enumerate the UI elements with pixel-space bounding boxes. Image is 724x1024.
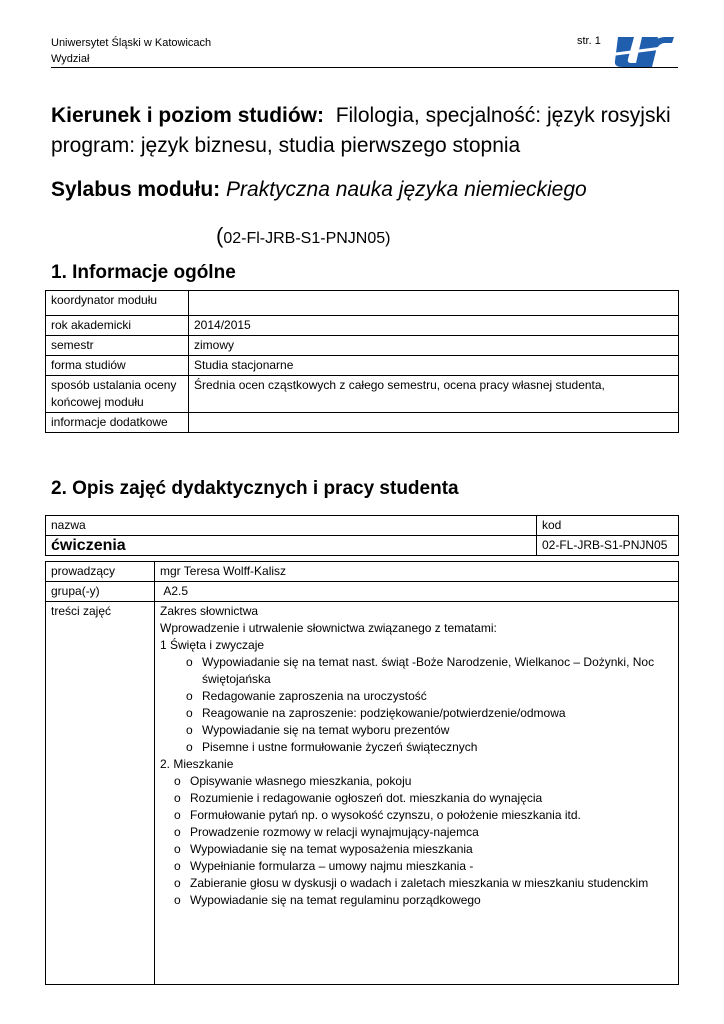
row-label: semestr bbox=[46, 336, 189, 356]
group-value bbox=[155, 582, 679, 602]
bullet-icon: o bbox=[174, 859, 181, 873]
bullet-icon: o bbox=[186, 689, 193, 703]
list-item bbox=[166, 824, 673, 841]
content-intro1: Zakres słownictwa bbox=[160, 604, 259, 618]
list-item-text: Wypowiadanie się na temat wyboru prezentów bbox=[202, 723, 450, 737]
list-item bbox=[166, 790, 673, 807]
row-value bbox=[189, 413, 679, 433]
topic2-list bbox=[160, 773, 673, 909]
program-label: Kierunek i poziom studiów: bbox=[51, 104, 325, 127]
name-value: ćwiczenia bbox=[46, 536, 537, 556]
bullet-icon: o bbox=[174, 825, 181, 839]
list-item bbox=[178, 688, 673, 705]
module-code-value: 02-Fl-JRB-S1-PNJN05) bbox=[223, 230, 391, 247]
content-label: treści zajęć bbox=[46, 602, 155, 985]
table-row bbox=[46, 413, 679, 433]
content-intro2: Wprowadzenie i utrwalenie słownictwa związanego z tematami: bbox=[160, 621, 497, 635]
group-label: grupa(-y) bbox=[46, 582, 155, 602]
code-label: kod bbox=[537, 516, 679, 536]
row-label: informacje dodatkowe bbox=[46, 413, 189, 433]
list-item-text: Wypowiadanie się na temat wyposażenia mieszkania bbox=[190, 842, 473, 856]
program-title bbox=[51, 101, 691, 161]
table-row bbox=[46, 602, 679, 985]
list-item-text: Opisywanie własnego mieszkania, pokoju bbox=[190, 774, 412, 788]
course-name-table bbox=[45, 515, 679, 556]
bullet-icon: o bbox=[186, 723, 193, 737]
list-item bbox=[166, 858, 673, 875]
row-label: sposób ustalania oceny końcowej modułu bbox=[46, 376, 189, 413]
general-info-table bbox=[45, 290, 679, 433]
list-item-text: Wypełnianie formularza – umowy najmu mieszkania - bbox=[190, 859, 474, 873]
table-row bbox=[46, 356, 679, 376]
table-row bbox=[46, 536, 679, 556]
row-label: koordynator modułu bbox=[46, 291, 189, 316]
list-item bbox=[166, 892, 673, 909]
list-item-text: Prowadzenie rozmowy w relacji wynajmujący-najemca bbox=[190, 825, 479, 839]
table-row bbox=[46, 316, 679, 336]
content-value bbox=[155, 602, 679, 985]
section1-heading: 1. Informacje ogólne bbox=[51, 262, 236, 283]
syllabus-label: Sylabus modułu: bbox=[51, 178, 221, 201]
row-value bbox=[189, 291, 679, 316]
row-value: Studia stacjonarne bbox=[189, 356, 679, 376]
row-value: 2014/2015 bbox=[189, 316, 679, 336]
row-label: rok akademicki bbox=[46, 316, 189, 336]
list-item bbox=[166, 875, 673, 892]
module-code bbox=[216, 222, 390, 253]
table-row bbox=[46, 291, 679, 316]
list-item-text: Zabieranie głosu w dyskusji o wadach i zaletach mieszkania w mieszkaniu studenckim bbox=[190, 876, 649, 890]
row-value: Średnia ocen cząstkowych z całego semestru, ocena pracy własnej studenta, bbox=[189, 376, 679, 413]
table-row bbox=[46, 376, 679, 413]
list-item bbox=[166, 773, 673, 790]
list-item bbox=[178, 705, 673, 722]
group-value-text: A2.5 bbox=[163, 584, 189, 598]
course-details-table bbox=[45, 561, 679, 985]
bullet-icon: o bbox=[186, 740, 193, 754]
list-item-text: Wypowiadanie się na temat regulaminu porządkowego bbox=[190, 893, 481, 907]
list-item-text: Wypowiadanie się na temat nast. świąt -Boże Narodzenie, Wielkanoc – Dożynki, Noc świętojańska bbox=[202, 655, 655, 686]
header-rule bbox=[51, 67, 678, 68]
program-value: Filologia, specjalność: język rosyjski program: język biznesu, studia pierwszego stopnia bbox=[51, 104, 671, 157]
list-item bbox=[166, 807, 673, 824]
header-left bbox=[51, 35, 211, 67]
list-item bbox=[178, 722, 673, 739]
bullet-icon: o bbox=[174, 808, 181, 822]
bullet-icon: o bbox=[174, 842, 181, 856]
section2-heading: 2. Opis zajęć dydaktycznych i pracy studenta bbox=[51, 478, 459, 499]
list-item bbox=[178, 654, 673, 688]
university-name: Uniwersytet Śląski w Katowicach bbox=[51, 37, 212, 49]
bullet-icon: o bbox=[186, 655, 193, 669]
module-code-paren: ( bbox=[216, 223, 224, 248]
syllabus-title bbox=[51, 176, 587, 204]
teacher-value: mgr Teresa Wolff-Kalisz bbox=[155, 562, 679, 582]
list-item-text: Rozumienie i redagowanie ogłoszeń dot. mieszkania do wynajęcia bbox=[190, 791, 543, 805]
list-item-text: Redagowanie zaproszenia na uroczystość bbox=[202, 689, 427, 703]
bullet-icon: o bbox=[174, 791, 181, 805]
syllabus-value: Praktyczna nauka języka niemieckiego bbox=[226, 178, 587, 201]
topic2-heading: 2. Mieszkanie bbox=[160, 757, 234, 771]
list-item-text: Pisemne i ustne formułowanie życzeń świątecznych bbox=[202, 740, 478, 754]
table-row bbox=[46, 582, 679, 602]
table-row bbox=[46, 516, 679, 536]
list-item bbox=[178, 739, 673, 756]
topic1-heading: 1 Święta i zwyczaje bbox=[160, 638, 265, 652]
faculty-name: Wydział bbox=[51, 53, 90, 65]
bullet-icon: o bbox=[174, 774, 181, 788]
bullet-icon: o bbox=[186, 706, 193, 720]
table-row bbox=[46, 562, 679, 582]
page-number: str. 1 bbox=[577, 35, 601, 47]
topic1-list bbox=[160, 654, 673, 756]
code-value: 02-FL-JRB-S1-PNJN05 bbox=[537, 536, 679, 556]
table-row bbox=[46, 336, 679, 356]
list-item bbox=[166, 841, 673, 858]
row-value: zimowy bbox=[189, 336, 679, 356]
list-item-text: Reagowanie na zaproszenie: podziękowanie/potwierdzenie/odmowa bbox=[202, 706, 566, 720]
university-logo bbox=[612, 31, 674, 69]
bullet-icon: o bbox=[174, 876, 181, 890]
list-item-text: Formułowanie pytań np. o wysokość czynszu, o położenie mieszkania itd. bbox=[190, 808, 581, 822]
teacher-label: prowadzący bbox=[46, 562, 155, 582]
bullet-icon: o bbox=[174, 893, 181, 907]
name-label: nazwa bbox=[46, 516, 537, 536]
row-label: forma studiów bbox=[46, 356, 189, 376]
